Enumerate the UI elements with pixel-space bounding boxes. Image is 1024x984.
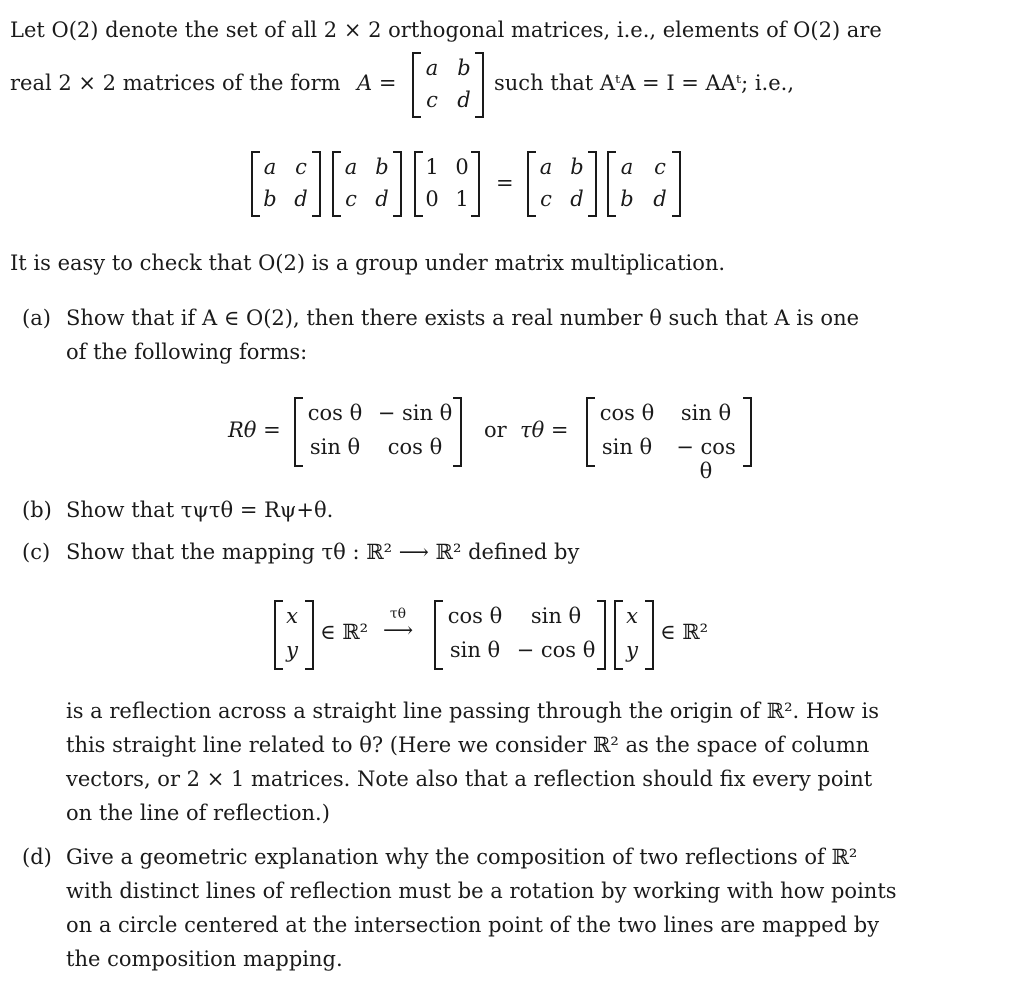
matrix-cell: sin θ xyxy=(530,604,582,628)
matrix-A-transpose xyxy=(607,151,681,217)
group-statement: It is easy to check that O(2) is a group under matrix multiplication. xyxy=(10,251,726,275)
equals-sign: = xyxy=(496,171,514,195)
matrix-cell: c xyxy=(426,88,438,112)
part-c-para-line: is a reflection across a straight line passing through the origin of ℝ². How is xyxy=(66,699,879,723)
matrix-cell: a xyxy=(539,155,553,179)
mapping-arrow: ⟶ xyxy=(382,618,414,642)
matrix-cell: b xyxy=(570,155,584,179)
matrix-A-transpose xyxy=(251,151,321,217)
matrix-cell: sin θ xyxy=(601,435,653,459)
intro-A-label: A = xyxy=(357,71,397,95)
matrix-cell: 1 xyxy=(425,155,439,179)
matrix-cell: cos θ xyxy=(599,401,655,425)
matrix-cell: d xyxy=(457,88,471,112)
matrix-cell: y xyxy=(626,638,638,662)
matrix-cell: − cos θ xyxy=(676,435,736,483)
part-d-line: with distinct lines of reflection must be a rotation by working with how points xyxy=(66,879,897,903)
matrix-cell: cos θ xyxy=(307,401,363,425)
matrix-cell: − sin θ xyxy=(377,401,453,425)
matrix-cell: a xyxy=(263,155,277,179)
part-d-line: the composition mapping. xyxy=(66,947,343,971)
matrix-cell: b xyxy=(263,187,277,211)
rotation-label: Rθ = xyxy=(228,418,281,442)
matrix-cell: c xyxy=(345,187,357,211)
matrix-cell: x xyxy=(626,604,638,628)
matrix-cell: 0 xyxy=(425,187,439,211)
matrix-A xyxy=(332,151,402,217)
matrix-cell: sin θ xyxy=(449,638,501,662)
mapping-label: τθ xyxy=(389,606,407,622)
matrix-cell: cos θ xyxy=(447,604,503,628)
part-d-line: Give a geometric explanation why the composition of two reflections of ℝ² xyxy=(66,845,858,869)
part-b-text: Show that τψτθ = Rψ+θ. xyxy=(66,498,334,522)
matrix-cell: d xyxy=(570,187,584,211)
matrix-cell: a xyxy=(620,155,634,179)
matrix-cell: 0 xyxy=(455,155,469,179)
matrix-cell: d xyxy=(653,187,667,211)
part-d-label: (d) xyxy=(22,845,52,869)
matrix-cell: b xyxy=(620,187,634,211)
matrix-cell: c xyxy=(295,155,307,179)
part-a-line-2: of the following forms: xyxy=(66,340,308,364)
matrix-cell: c xyxy=(540,187,552,211)
matrix-cell: x xyxy=(286,604,298,628)
intro-line-2-post: such that AᵗA = I = AAᵗ; i.e., xyxy=(494,71,794,95)
part-c-para-line: vectors, or 2 × 1 matrices. Note also that a reflection should fix every point xyxy=(66,767,873,791)
matrix-cell: c xyxy=(654,155,666,179)
matrix-cell: d xyxy=(375,187,389,211)
matrix-cell: a xyxy=(425,56,439,80)
reflection-matrix xyxy=(434,600,606,670)
vector-xy xyxy=(274,600,314,670)
matrix-cell: b xyxy=(457,56,471,80)
in-R2: ∈ ℝ² xyxy=(320,620,369,644)
intro-line-2-pre: real 2 × 2 matrices of the form xyxy=(10,71,341,95)
reflection-matrix xyxy=(586,397,752,483)
rotation-matrix xyxy=(294,397,462,467)
part-c-para-line: this straight line related to θ? (Here we consider ℝ² as the space of column xyxy=(66,733,870,757)
part-a-label: (a) xyxy=(22,306,51,330)
matrix-A xyxy=(412,52,484,118)
matrix-cell: d xyxy=(294,187,308,211)
or-text: or xyxy=(484,418,507,442)
part-a-line-1: Show that if A ∈ O(2), then there exists a real number θ such that A is one xyxy=(66,306,860,330)
part-d-line: on a circle centered at the intersection point of the two lines are mapped by xyxy=(66,913,880,937)
intro-line-1: Let O(2) denote the set of all 2 × 2 orthogonal matrices, i.e., elements of O(2) are xyxy=(10,18,882,42)
vector-xy xyxy=(614,600,654,670)
matrix-cell: b xyxy=(375,155,389,179)
part-c-para-line: on the line of reflection.) xyxy=(66,801,330,825)
reflection-label: τθ = xyxy=(520,418,569,442)
matrix-cell: cos θ xyxy=(387,435,443,459)
in-R2: ∈ ℝ² xyxy=(660,620,709,644)
matrix-cell: a xyxy=(344,155,358,179)
part-b-label: (b) xyxy=(22,498,52,522)
matrix-cell: − cos θ xyxy=(516,638,596,662)
part-c-line-1: Show that the mapping τθ : ℝ² ⟶ ℝ² defined by xyxy=(66,540,580,564)
matrix-cell: sin θ xyxy=(309,435,361,459)
matrix-A xyxy=(527,151,597,217)
part-c-label: (c) xyxy=(22,540,51,564)
identity-matrix xyxy=(414,151,480,217)
matrix-cell: y xyxy=(286,638,298,662)
matrix-cell: sin θ xyxy=(680,401,732,425)
matrix-cell: 1 xyxy=(455,187,469,211)
